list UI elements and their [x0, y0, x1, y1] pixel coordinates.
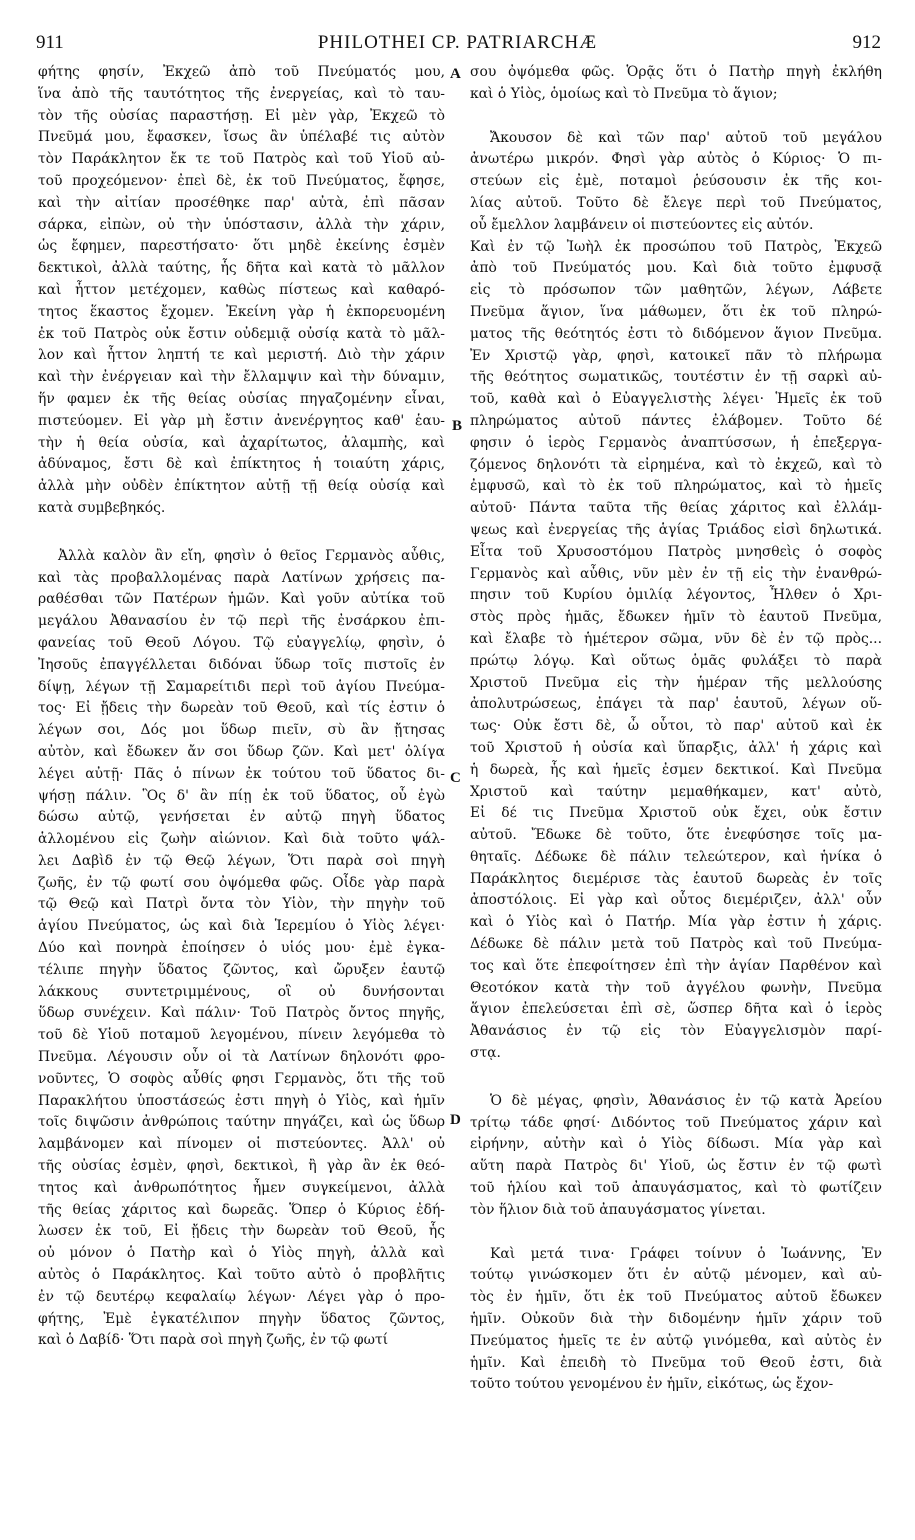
text-line: Εἶτα τοῦ Χρυσοστόμου Πατρὸς μνησθεὶς ὁ σοφὸς [470, 543, 882, 560]
text-line: λέγει αὐτῇ· Πᾶς ὁ πίνων ἐκ τούτου τοῦ ὕδατος δι- [38, 765, 445, 782]
text-line: ζωῆς, ἐν τῷ φωτί σου ὀψόμεθα φῶς. Οἶδε γὰρ παρὰ [38, 874, 445, 891]
text-line: ἅγιον ἐπελεύσεται ἐπὶ σὲ, ὥσπερ δῆτα καὶ ὁ ἱερὸς [470, 1001, 882, 1018]
text-line: τρίτῳ τάδε φησί· Διδόντος τοῦ Πνεύματος χάριν καὶ [470, 1114, 882, 1131]
margin-marker-a: A [450, 66, 461, 82]
text-line: τέλιπε πηγὴν ὕδατος ζῶντος, καὶ ὤρυξεν ἑαυτῷ [38, 961, 445, 978]
text-line: τοῦ προχεόμενον· ἐπεὶ δὲ, ἐκ τοῦ Πνεύματος, ἔφησε, [38, 172, 445, 189]
running-header [30, 32, 885, 62]
text-line: λωσεν ἐκ τοῦ, Εἰ ᾔδεις τὴν δωρεὰν τοῦ Θεοῦ, ἧς [38, 1223, 445, 1240]
text-line: ζόμενος δηλονότι τὰ εἰρημένα, καὶ τὸ ἐκχεῶ, καὶ τὸ [470, 456, 882, 473]
text-line: κατὰ συμβεβηκός. [38, 499, 166, 516]
text-line: νοῦντες, Ὁ σοφὸς αὖθίς φησι Γερμανὸς, ὅτι τῆς τοῦ [38, 1070, 445, 1087]
text-line: τοῦ, καθὰ καὶ ὁ Εὐαγγελιστὴς λέγει· Ἡμεῖς ἐκ τοῦ [470, 391, 882, 408]
text-line: ἐκ τοῦ Πατρὸς οὐκ ἔστιν οὐδεμιᾷ οὐσίᾳ κατὰ τὸ μᾶλ- [38, 325, 445, 342]
text-line: αὐτοῦ· Πάντα ταῦτα τῆς θείας χάριτος καὶ ἐλλάμ- [470, 500, 882, 517]
text-line: σου ὀψόμεθα φῶς. Ὁρᾷς ὅτι ὁ Πατὴρ πηγὴ ἐκλήθη [470, 64, 882, 80]
left-column [38, 62, 445, 1352]
text-line: Ἰησοῦς ἐπαγγέλλεται διδόναι ὕδωρ τοῖς πιστοῖς ἐν [38, 656, 445, 673]
text-line: ἡμῖν. Καὶ ἐπειδὴ τὸ Πνεῦμα τοῦ Θεοῦ ἐστι, διὰ [470, 1354, 882, 1371]
text-line: πρώτῳ λόγῳ. Καὶ οὕτως ὁμᾶς φυλάξει τὸ παρὰ [470, 652, 882, 669]
text-line: τὴν ἡ θεία οὐσία, καὶ ἀχαρίτωτος, ἀλαμπὴς, καὶ [38, 434, 445, 451]
text-line: δώσω αὐτῷ, γενήσεται ἐν αὐτῷ πηγὴ ὕδατος [38, 809, 445, 826]
text-line: αὐτοῦ. Ἔδωκε δὲ τοῦτο, ὅτε ἐνεφύσησε τοῖς μα- [470, 827, 882, 844]
text-line: ψήσῃ πάλιν. Ὃς δ' ἂν πίῃ ἐκ τοῦ ὕδατος, οὗ ἐγὼ [38, 787, 445, 804]
text-line: καὶ ὁ Υἱὸς, ὁμοίως καὶ τὸ Πνεῦμα τὸ ἅγιον; [470, 85, 778, 102]
text-line: Παρακλήτου ὑποστάσεώς ἐστι πηγὴ ὁ Υἱὸς, καὶ ἡμῖν [38, 1092, 445, 1109]
text-line: καὶ τὴν ἐνέργειαν καὶ τὴν ἔλλαμψιν καὶ τὴν δύναμιν, [38, 369, 445, 386]
page-number-left: 911 [36, 32, 64, 53]
text-line: ὕδωρ συνέχειν. Καὶ πάλιν· Τοῦ Πατρὸς ὄντος πηγῆς, [38, 1005, 445, 1022]
text-line: Ἄκουσον δὲ καὶ τῶν παρ' αὐτοῦ τοῦ μεγάλου [490, 129, 882, 146]
text-line: λίας αὐτοῦ. Τοῦτο δὲ ἔλεγε περὶ τοῦ Πνεύματος, [470, 194, 882, 211]
text-line: Ἀθανάσιος ἐν τῷ εἰς τὸν Εὐαγγελισμὸν παρί- [470, 1023, 882, 1040]
text-line: στὸς πρὸς ἡμᾶς, ἔδωκεν ἡμῖν τὸ ἑαυτοῦ Πνεῦμα, [470, 609, 882, 626]
text-line: Ἀλλὰ καλὸν ἂν εἴη, φησὶν ὁ θεῖος Γερμανὸς αὖθις, [58, 547, 445, 564]
text-line: Θεοτόκον κατὰ τὴν τοῦ ἀγγέλου φωνὴν, Πνεῦμα [470, 979, 882, 996]
text-line: στεύων εἰς ἐμὲ, ποταμοὶ ῥεύσουσιν ἐκ τῆς κοι- [470, 173, 882, 190]
text-line: Δέδωκε δὲ πάλιν μετὰ τοῦ Πατρὸς καὶ τοῦ Πνεύμα- [470, 936, 882, 953]
text-line: ἀπὸ τοῦ Πνεύματός μου. Καὶ διὰ τοῦτο ἐμφυσᾷ [470, 260, 882, 277]
text-line: μεγάλου Ἀθανασίου ἐν τῷ περὶ τῆς ἐνσάρκου ἐπι- [38, 613, 445, 630]
text-line: Ἐν Χριστῷ γὰρ, φησὶ, κατοικεῖ πᾶν τὸ πλήρωμα [470, 347, 882, 364]
text-line: αὕτη παρὰ Πατρὸς δι' Υἱοῦ, ὡς ἔστιν ἐν τῷ φωτὶ [470, 1158, 882, 1175]
running-title: PHILOTHEI CP. PATRIARCHÆ [317, 32, 598, 53]
text-line: τητος ἕκαστος ἔχομεν. Ἐκείνη γὰρ ἡ ἐκπορευομένη [38, 303, 445, 320]
text-line: Ὁ δὲ μέγας, φησὶν, Ἀθανάσιος ἐν τῷ κατὰ Ἀρείου [490, 1092, 882, 1109]
text-line: λαμβάνομεν καὶ πίνομεν οἱ πιστεύοντες. Ἀλλ' οὐ [38, 1136, 445, 1153]
text-line: Πνεῦμα. Λέγουσιν οὖν οἱ τὰ Λατίνων δηλονότι φρο- [38, 1049, 445, 1066]
page-number-right: 912 [852, 32, 881, 53]
text-line: στᾳ. [470, 1045, 501, 1062]
text-line: τὸν ἥλιον διὰ τοῦ ἀπαυγάσματος γίνεται. [470, 1201, 766, 1218]
text-line: λέγων σοι, Δός μοι ὕδωρ πιεῖν, σὺ ἂν ᾔτησας [38, 722, 445, 739]
text-line: Καὶ μετά τινα· Γράφει τοίνυν ὁ Ἰωάννης, Ἐν [490, 1245, 882, 1262]
text-line: ἀδύναμος, ἔστι δὲ καὶ ἐπίκτητος ἡ τοιαύτη χάρις, [38, 456, 445, 473]
text-line: Εἰ δέ τις Πνεῦμα Χριστοῦ οὐκ ἔχει, οὐκ ἔστιν [470, 805, 882, 822]
text-line: ἀλλὰ μὴν οὐδὲν ἐπίκτητον αὐτῇ τῇ θείᾳ οὐσίᾳ καὶ [38, 478, 445, 495]
text-line: ὡς ἔφημεν, παρεστήσατο· ὅτι μηδὲ ἐκείνης ἐσμὲν [38, 238, 445, 255]
margin-marker-c: C [450, 770, 461, 786]
text-line: Πνεῦμα ἅγιον, ἵνα μάθωμεν, ὅτι ἐκ τοῦ πληρώ- [470, 303, 882, 320]
text-line: σάρκα, εἰπὼν, οὐ τὴν ὑπόστασιν, ἀλλὰ τὴν χάριν, [38, 216, 445, 233]
text-line: τῷ Θεῷ καὶ Πατρὶ ὄντα τὸν Υἱὸν, τὴν πηγὴν τοῦ [38, 896, 445, 913]
text-line: λον καὶ ἧττον ληπτή τε καὶ μεριστή. Διὸ τὴν χάριν [38, 347, 445, 364]
text-line: θηταῖς. Δέδωκε δὲ πάλιν τελεώτερον, καὶ ἡνίκα ὁ [470, 848, 882, 865]
text-line: ματος τῆς θεότητός ἐστι τὸ διδόμενον ἅγιον Πνεῦμα. [470, 325, 882, 342]
text-line: ἁλλομένου εἰς ζωὴν αἰώνιον. Καὶ διὰ τοῦτο ψάλ- [38, 831, 445, 848]
text-line: τῆς οὐσίας ἐσμὲν, φησὶ, δεκτικοὶ, ἢ γὰρ ἂν ἐκ θεό- [38, 1158, 445, 1175]
text-line: τοῦτο τούτου γενομένου ἐν ἡμῖν, εἰκότως, ὡς ἔχον- [470, 1376, 834, 1393]
text-line: δεκτικοὶ, ἀλλὰ ταύτης, ἧς δῆτα καὶ κατὰ τὸ μᾶλλον [38, 260, 445, 277]
text-line: λει Δαβὶδ ἐν τῷ Θεῷ λέγων, Ὅτι παρὰ σοὶ πηγὴ [38, 852, 445, 869]
text-line: ἀποστόλοις. Εἰ γὰρ καὶ οὗτος διεμέριζεν, ἀλλ' οὖν [470, 892, 882, 909]
text-line: φανείας τοῦ Θεοῦ Λόγου. Τῷ εὐαγγελίῳ, φησὶν, ὁ [38, 634, 445, 651]
text-line: ἁγίου Πνεύματος, ὡς καὶ διὰ Ἱερεμίου ὁ Υἱὸς λέγει· [38, 918, 445, 935]
text-line: Παράκλητος διεμέρισε τὰς ἑαυτοῦ δωρεὰς ἐν τοῖς [470, 870, 882, 887]
text-line: ἡ δωρεὰ, ἧς καὶ ἡμεῖς ἐσμεν δεκτικοί. Καὶ Πνεῦμα [470, 761, 882, 778]
text-line: πησιν τοῦ Κυρίου ὁμιλίᾳ λέγοντος, Ἦλθεν ὁ Χρι- [470, 587, 882, 604]
text-line: καὶ ὁ Υἱὸς καὶ ὁ Πατήρ. Μία γὰρ ἐστιν ἡ χάρις. [470, 914, 882, 931]
text-line: τος καὶ ὅτε ἐπεφοίτησεν ἐπὶ τὴν ἁγίαν Παρθένον καὶ [470, 957, 882, 974]
text-line: τὸς ἐν ἡμῖν, ὅτι ἐκ τοῦ Πνεύματος αὐτοῦ ἔδωκεν [470, 1289, 882, 1306]
text-line: ἐν τῷ δευτέρῳ κεφαλαίῳ λέγων· Λέγει γὰρ ὁ προ- [38, 1288, 445, 1305]
text-line: οὗ ἔμελλον λαμβάνειν οἱ πιστεύοντες εἰς αὐτόν. [470, 216, 814, 233]
text-line: καὶ τὴν αἰτίαν προσέθηκε παρ' αὐτὰ, ἐπὶ πᾶσαν [38, 194, 445, 211]
text-line: τὸν τῆς οὐσίας παραστήσῃ. Εἰ μὲν γὰρ, Ἐκχεῶ τὸ [38, 107, 445, 124]
text-line: Χριστοῦ Πνεῦμα εἰς τὴν ἡμέραν τῆς μελλούσης [470, 674, 882, 691]
text-line: τῆς θεότητος σωματικῶς, τουτέστιν ἐν τῇ σαρκὶ αὐ- [470, 369, 882, 386]
text-line: ἐμφυσῶ, καὶ τὸ ἐκ τοῦ πληρώματος, καὶ τὸ ἡμεῖς [470, 478, 882, 495]
text-line: λάκκους συντετριμμένους, οἳ οὐ δυνήσονται [38, 983, 445, 1000]
text-line: τως· Οὐκ ἔστι δὲ, ὦ οὗτοι, τὸ παρ' αὐτοῦ καὶ ἐκ [470, 718, 882, 735]
text-line: ψεως καὶ ἐνεργείας τῆς ἁγίας Τριάδος εἰσὶ δηλωτικά. [470, 521, 882, 538]
text-line: καὶ ὁ Δαβίδ· Ὅτι παρὰ σοὶ πηγὴ ζωῆς, ἐν τῷ φωτί [38, 1332, 389, 1349]
text-line: φήτης φησίν, Ἐκχεῶ ἀπὸ τοῦ Πνεύματός μου, [38, 64, 445, 80]
text-line: ἥν φαμεν ἐκ τῆς θείας οὐσίας πηγαζομένην εἶναι, [38, 390, 445, 407]
text-line: δίψῃ, λέγων τῇ Σαμαρείτιδι περὶ τοῦ ἁγίου Πνεύμα- [38, 678, 445, 695]
text-line: Χριστοῦ καὶ ταύτην μεμαθήκαμεν, κατ' αὐτὸ, [470, 783, 882, 800]
text-line: φησιν ὁ ἱερὸς Γερμανὸς ἀναπτύσσων, ἡ ἐπεξεργα- [470, 434, 882, 451]
margin-marker-d: D [450, 1112, 461, 1128]
text-line: τοῦ δὲ Υἱοῦ ποταμοῦ λεγομένου, πίνειν λεγόμεθα τὸ [38, 1027, 445, 1044]
text-line: καὶ τὰς προβαλλομένας παρὰ Λατίνων χρήσεις πα- [38, 569, 445, 586]
text-line: τούτῳ γινώσκομεν ὅτι ἐν αὐτῷ μένομεν, καὶ αὐ- [470, 1267, 882, 1284]
text-line: οὐ μόνον ὁ Πατὴρ καὶ ὁ Υἱὸς πηγὴ, ἀλλὰ καὶ [38, 1245, 445, 1262]
text-line: ραθέσθαι τῶν Πατέρων ἡμῶν. Καὶ γοῦν αὐτίκα τοῦ [38, 591, 445, 608]
text-line: ἵνα ἀπὸ τῆς ταυτότητος τῆς ἐνεργείας, καὶ τὸ ταυ- [38, 85, 445, 102]
text-line: Δύο καὶ πονηρὰ ἐποίησεν ὁ υἱός μου· ἐμὲ ἐγκα- [38, 940, 445, 957]
margin-marker-b: B [452, 418, 463, 434]
text-line: Πνεύματος ἡμεῖς τε ἐν αὐτῷ γινόμεθα, καὶ αὐτὸς ἐν [470, 1332, 882, 1349]
text-line: τὸν Παράκλητον ἔκ τε τοῦ Πατρὸς καὶ τοῦ Υἱοῦ αὐ- [38, 151, 445, 168]
text-line: ἡμῖν. Οὐκοῦν διὰ τὴν διδομένην ἡμῖν χάριν τοῦ [470, 1311, 882, 1328]
text-line: τος· Εἰ ᾔδεις τὴν δωρεὰν τοῦ Θεοῦ, καὶ τίς ἐστιν ὁ [38, 700, 445, 717]
right-column [470, 62, 882, 1396]
text-line: καὶ ἔλαβε τὸ ἡμέτερον σῶμα, νῦν δὲ ἐν τῷ πρὸς... [470, 630, 882, 647]
text-line: τοῦ ἡλίου καὶ τοῦ ἀπαυγάσματος, καὶ τὸ φωτίζειν [470, 1180, 882, 1197]
text-line: εἰς τὸ πρόσωπον τῶν μαθητῶν, λέγων, Λάβετε [470, 282, 882, 299]
text-line: τητος καὶ ἀνθρωπότητος ἦμεν συγκείμενοι, ἀλλὰ [38, 1179, 445, 1196]
text-line: φήτης, Ἐμὲ ἐγκατέλιπον πηγὴν ὕδατος ζῶντος, [38, 1310, 445, 1327]
text-line: αὐτὸς ὁ Παράκλητος. Καὶ τοῦτο αὐτὸ ὁ προβλῆτις [38, 1267, 445, 1284]
text-line: αὐτὸν, καὶ ἔδωκεν ἄν σοι ὕδωρ ζῶν. Καὶ μετ' ὀλίγα [38, 743, 445, 760]
text-line: ἀνωτέρω μικρόν. Φησὶ γὰρ αὐτὸς ὁ Κύριος· Ὁ πι- [470, 151, 882, 168]
text-line: Γερμανὸς καὶ αὖθις, νῦν μὲν ἐν τῇ εἰς τὴν ἐνανθρώ- [470, 565, 882, 582]
text-line: πιστεύομεν. Εἰ γὰρ μὴ ἔστιν ἀνενέργητος καθ' ἑαυ- [38, 412, 445, 429]
text-line: τοῦ Χριστοῦ ἡ οὐσία καὶ ὕπαρξις, ἀλλ' ἡ χάρις καὶ [470, 739, 882, 756]
text-line: τῆς θείας χάριτος καὶ δωρεᾶς. Ὅπερ ὁ Κύριος ἐδή- [38, 1201, 445, 1218]
text-line: ἀπολυτρώσεως, ἐπάγει τὰ παρ' ἑαυτοῦ, λέγων οὕ- [470, 696, 882, 713]
text-line: πληρώματος αὐτοῦ πάντες ἐλάβομεν. Τοῦτο δέ [470, 412, 882, 429]
text-line: καὶ ἧττον μετέχομεν, καθὼς πίστεως καὶ καθαρό- [38, 281, 445, 298]
text-line: Πνεῦμά μου, ἔφασκεν, ἴσως ἂν ὑπέλαβέ τις αὐτὸν [38, 129, 445, 146]
text-line: τοῖς διψῶσιν ἀνθρώποις ταύτην πηγάζει, καὶ ὡς ὕδωρ [38, 1114, 445, 1131]
text-line: Καὶ ἐν τῷ Ἰωὴλ ἐκ προσώπου τοῦ Πατρὸς, Ἐκχεῶ [470, 238, 882, 255]
text-line: εἰρήνην, αὐτὴν καὶ ὁ Υἱὸς δίδωσι. Μία γὰρ καὶ [470, 1136, 882, 1153]
